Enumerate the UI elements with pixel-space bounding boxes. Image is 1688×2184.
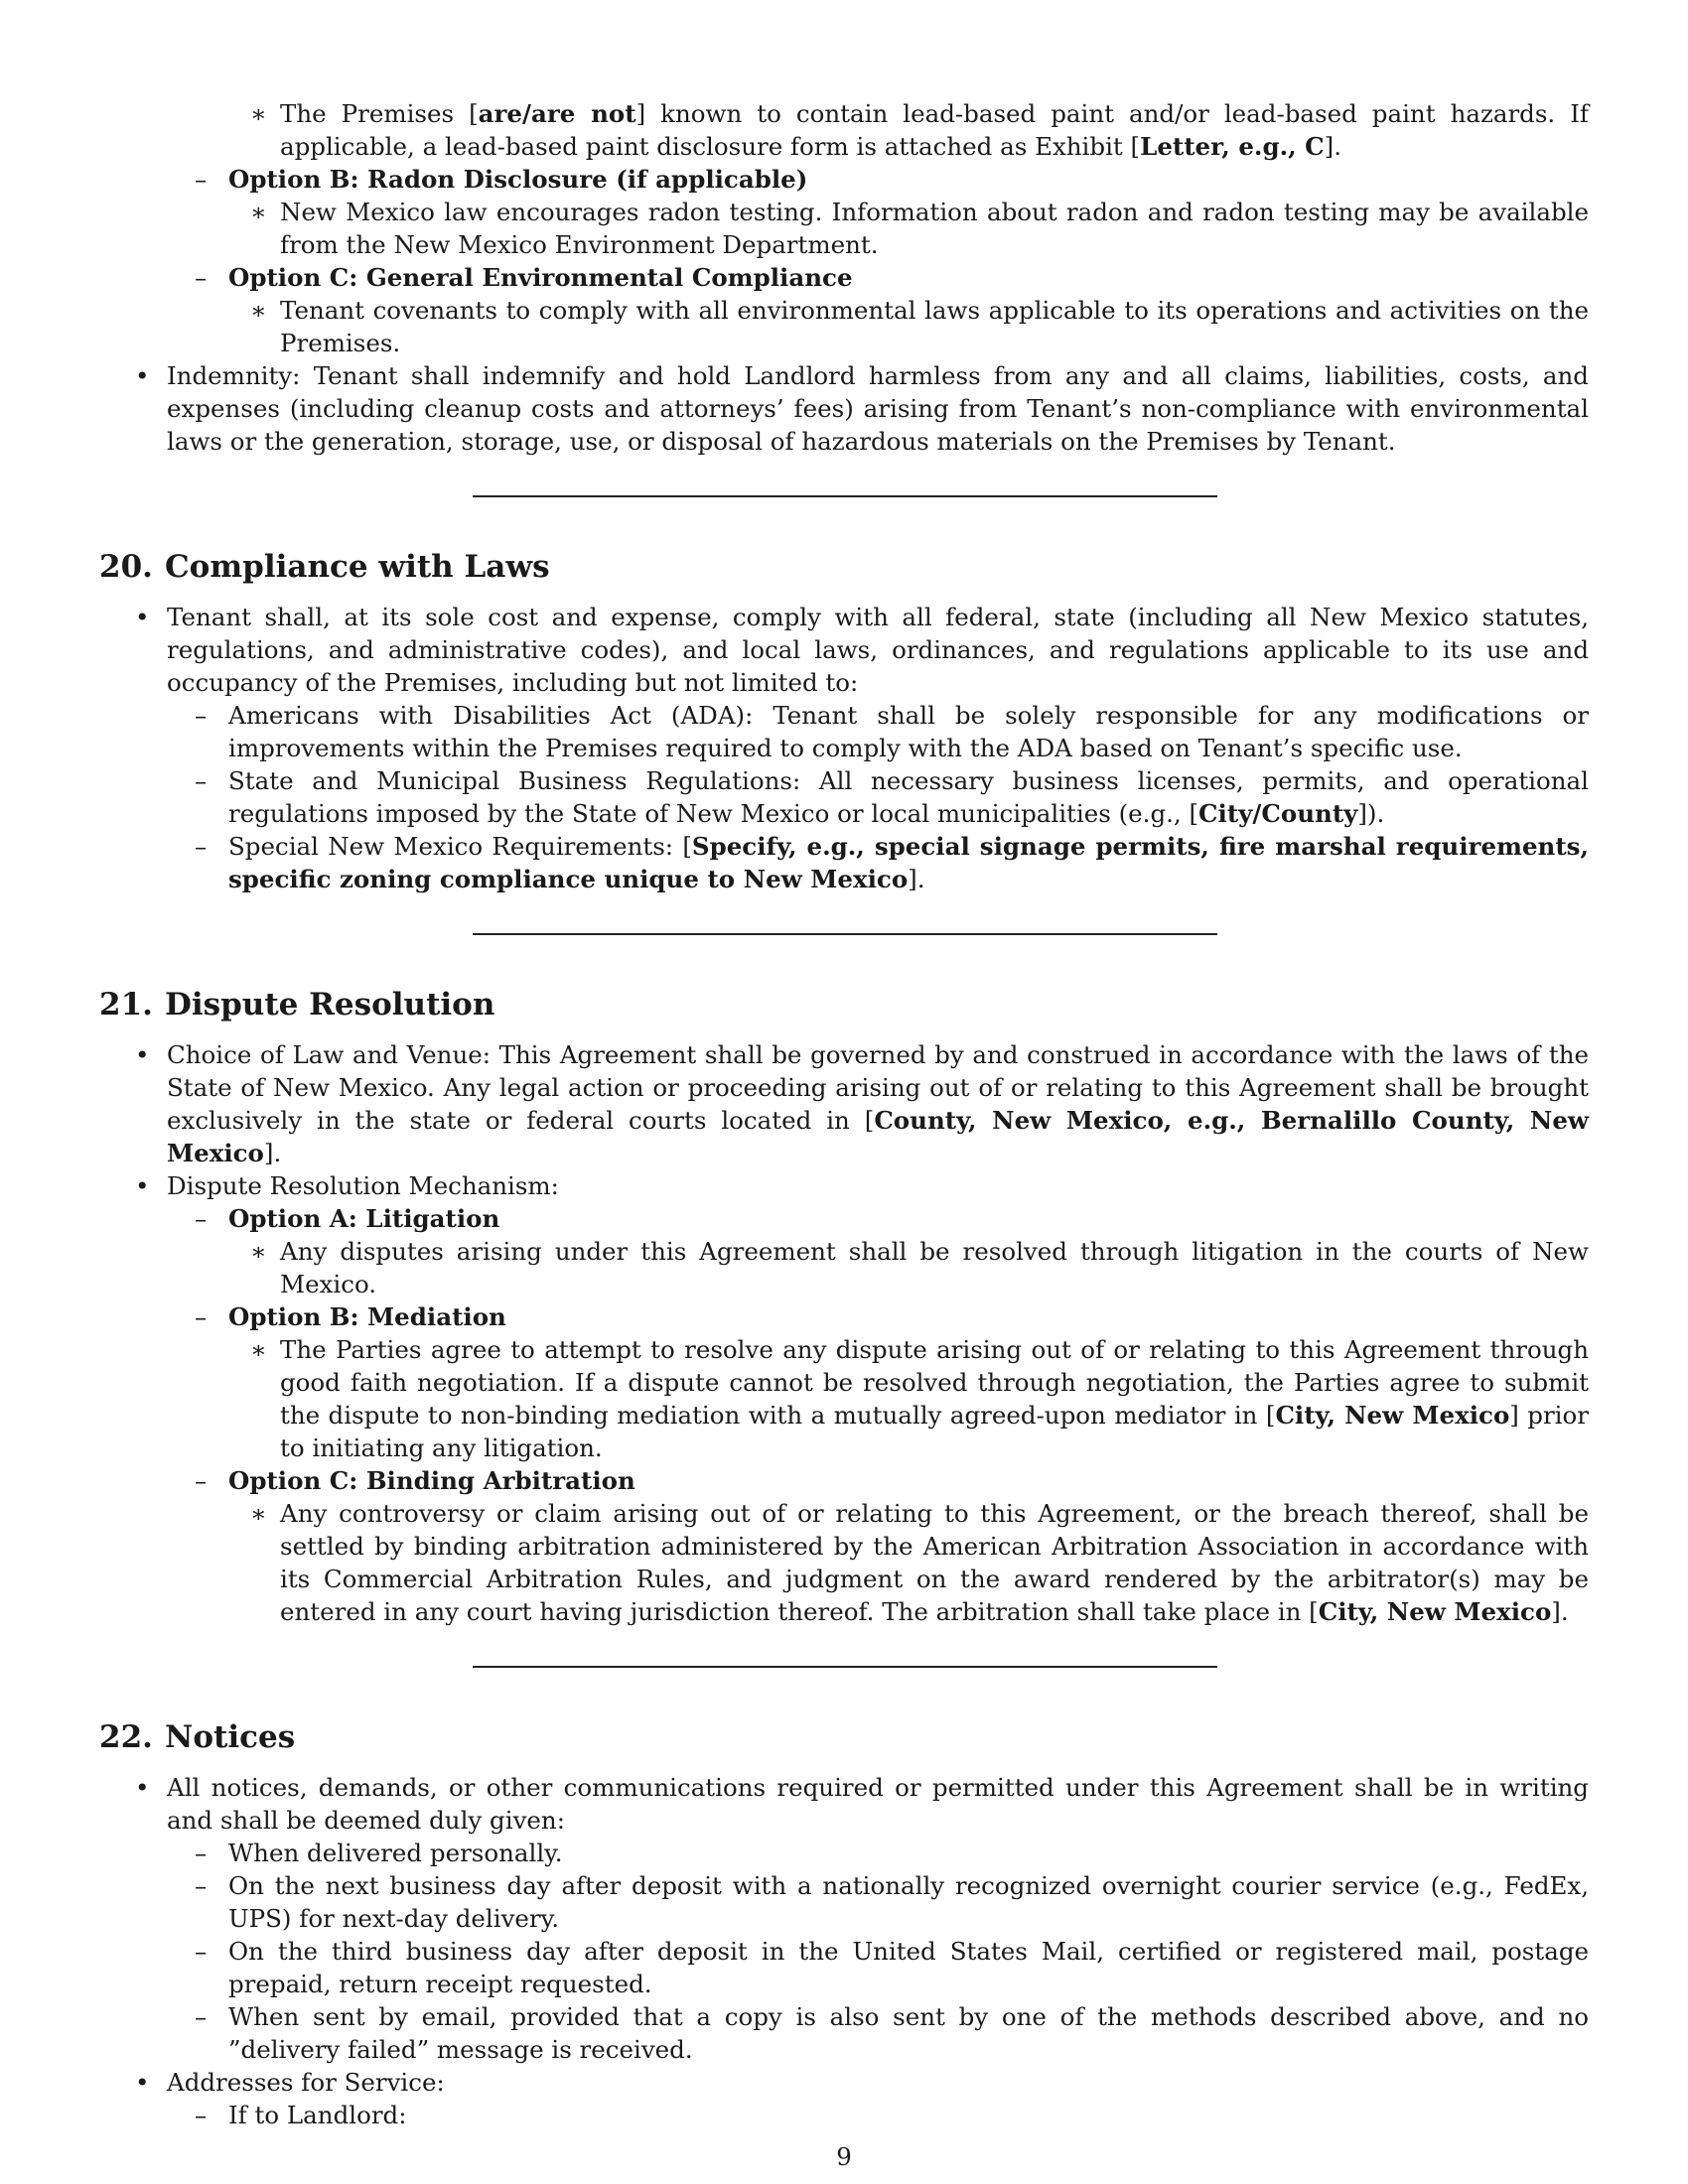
dash-marker: – xyxy=(195,263,208,292)
dash-marker: – xyxy=(195,1466,208,1495)
special-requirements-item: – Special New Mexico Requirements: [Specify, e.g., special signage permits, fire marshal requirements, specific zoning compliance unique to New Mexico]. xyxy=(195,832,1589,893)
asterisk-marker: ∗ xyxy=(250,296,267,325)
dash-marker: – xyxy=(195,1937,208,1966)
bullet-marker: • xyxy=(135,1773,150,1802)
option-b-mediation: – Option B: Mediation xyxy=(195,1302,506,1331)
section-21 xyxy=(99,985,1589,1628)
list-item: – When delivered personally. xyxy=(195,1839,563,1867)
litigation-text: ∗ Any disputes arising under this Agreement shall be resolved through litigation in the courts of New Mexico. xyxy=(250,1237,1589,1298)
bullet-marker: • xyxy=(135,361,150,390)
asterisk-marker: ∗ xyxy=(250,1335,267,1364)
environmental-text: ∗ Tenant covenants to comply with all environmental laws applicable to its operations and activities on the Premises. xyxy=(250,296,1589,357)
list-item: – On the next business day after deposit with a nationally recognized overnight courier service (e.g., FedEx, UPS) for next-day delivery. xyxy=(195,1871,1589,1933)
list-item: – On the third business day after deposit in the United States Mail, certified or registered mail, postage prepaid, return receipt requested. xyxy=(195,1937,1589,1998)
compliance-intro: • Tenant shall, at its sole cost and expense, comply with all federal, state (including all New Mexico statutes, regulations, and administrative codes), and local laws, ordinances, and regulations applicable to its use and occupancy of the Premises, including but not limited to: xyxy=(135,603,1589,697)
dash-marker: – xyxy=(195,165,208,194)
notices-intro: • All notices, demands, or other communications required or permitted under this Agreement shall be in writing and shall be deemed duly given: xyxy=(135,1773,1589,1835)
radon-text: ∗ New Mexico law encourages radon testing. Information about radon and radon testing may be available from the New Mexico Environment Department. xyxy=(250,198,1589,259)
asterisk-marker: ∗ xyxy=(250,198,267,226)
dash-marker: – xyxy=(195,1839,208,1867)
option-a-litigation: – Option A: Litigation xyxy=(195,1204,500,1233)
section-divider xyxy=(473,495,1217,497)
mechanism-item: • Dispute Resolution Mechanism: xyxy=(135,1171,559,1200)
dash-marker: – xyxy=(195,2002,208,2031)
dash-marker: – xyxy=(195,766,208,795)
list-item: – When sent by email, provided that a copy is also sent by one of the methods described above, and no ”delivery failed” message is received. xyxy=(195,2002,1589,2064)
dash-marker: – xyxy=(195,701,208,730)
indemnity-item: • Indemnity: Tenant shall indemnify and hold Landlord harmless from any and all claims, liabilities, costs, and expenses (including cleanup costs and attorneys’ fees) arising from Tenant’s non-compliance with environmental laws or the generation, storage, use, or disposal of hazardous materials on the Premises by Tenant. xyxy=(135,361,1589,456)
section-20 xyxy=(99,547,1589,895)
dash-marker: – xyxy=(195,2101,208,2129)
lead-paint-item: ∗ The Premises [are/are not] known to contain lead-based paint and/or lead-based paint hazards. If applicable, a lead-based paint disclosure form is attached as Exhibit [Letter, e.g., C]. xyxy=(250,99,1589,161)
choice-of-law-item: • Choice of Law and Venue: This Agreement shall be governed by and construed in accordance with the laws of the State of New Mexico. Any legal action or proceeding arising out of or relating to this Agreement shall be brought exclusively in the state or federal courts located in [County, New Mexico, e.g., Bernalillo County, New Mexico]. xyxy=(135,1040,1589,1167)
state-regulations-item: – State and Municipal Business Regulations: All necessary business licenses, permits, and operational regulations imposed by the State of New Mexico or local municipalities (e.g., [City/County]). xyxy=(195,766,1589,828)
dash-marker: – xyxy=(195,1302,208,1331)
page-number: 9 xyxy=(836,2142,852,2171)
document-page xyxy=(99,97,1589,2131)
option-b-radon: – Option B: Radon Disclosure (if applicable) xyxy=(195,165,808,194)
option-c-environmental: – Option C: General Environmental Compliance xyxy=(195,263,853,292)
environmental-continuation xyxy=(99,97,1589,458)
section-heading: 21. Dispute Resolution xyxy=(99,987,495,1023)
bullet-marker: • xyxy=(135,1040,150,1069)
section-divider xyxy=(473,1666,1217,1668)
bullet-marker: • xyxy=(135,1171,150,1200)
addresses-item: • Addresses for Service: xyxy=(135,2068,445,2097)
asterisk-marker: ∗ xyxy=(250,1237,267,1266)
dash-marker: – xyxy=(195,1871,208,1900)
section-21-list xyxy=(99,1038,1589,1628)
arbitration-text: ∗ Any controversy or claim arising out of or relating to this Agreement, or the breach thereof, shall be settled by binding arbitration administered by the American Arbitration Association in accordance with its Commercial Arbitration Rules, and judgment on the award rendered by the arbitrator(s) may be entered in any court having jurisdiction thereof. The arbitration shall take place in [City, New Mexico]. xyxy=(250,1499,1589,1626)
landlord-address-item: – If to Landlord: xyxy=(195,2101,407,2129)
section-divider xyxy=(473,933,1217,935)
section-22-list xyxy=(99,1771,1589,2131)
section-heading: 20. Compliance with Laws xyxy=(99,549,550,585)
asterisk-marker: ∗ xyxy=(250,1499,267,1528)
mediation-text: ∗ The Parties agree to attempt to resolve any dispute arising out of or relating to this Agreement through good faith negotiation. If a dispute cannot be resolved through negotiation, the Parties agree to submit the dispute to non-binding mediation with a mutually agreed-upon mediator in [City, New Mexico] prior to initiating any litigation. xyxy=(250,1335,1589,1462)
dash-marker: – xyxy=(195,832,208,861)
option-c-arbitration: – Option C: Binding Arbitration xyxy=(195,1466,635,1495)
section-22 xyxy=(99,1717,1589,2131)
bullet-marker: • xyxy=(135,2068,150,2097)
asterisk-marker: ∗ xyxy=(250,99,267,128)
dash-marker: – xyxy=(195,1204,208,1233)
section-heading: 22. Notices xyxy=(99,1719,296,1755)
section-20-list xyxy=(99,601,1589,895)
bullet-marker: • xyxy=(135,603,150,631)
ada-item: – Americans with Disabilities Act (ADA): Tenant shall be solely responsible for any modifications or improvements within the Premises required to comply with the ADA based on Tenant’s specific use. xyxy=(195,701,1589,762)
